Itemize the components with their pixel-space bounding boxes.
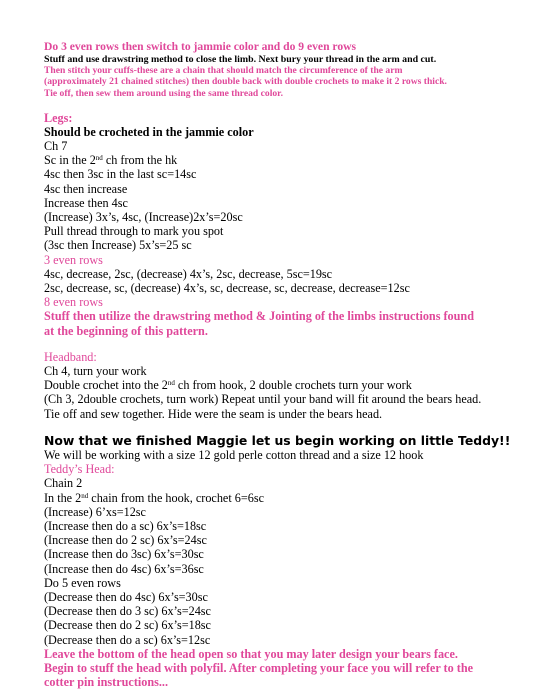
legs-decrease-row-2: 2sc, decrease, sc, (decrease) 4x’s, sc, decrease, sc, decrease, decrease=12sc (44, 281, 410, 296)
teddy-head-row-4: (Increase then do 3sc) 6x’s=30sc (44, 547, 204, 562)
headband-line-4: Tie off and sew together. Hide were the seam is under the bears head. (44, 406, 383, 421)
legs-row-3: Increase then 4sc (44, 195, 128, 210)
legs-heading: Legs: (44, 110, 73, 125)
teddy-intro: We will be working with a size 12 gold perle cotton thread and a size 12 hook (44, 447, 424, 462)
headband-heading: Headband: (44, 349, 97, 364)
legs-row-6: (3sc then Increase) 5x’s=25 sc (44, 238, 192, 253)
legs-row-5: Pull thread through to mark you spot (44, 224, 224, 239)
legs-row-4: (Increase) 3x’s, 4sc, (Increase)2x’s=20sc (44, 210, 243, 225)
teddy-head-first-row: In the 2nd chain from the hook, crochet 6=6sc (44, 490, 264, 505)
teddy-head-row-5: (Increase then do 4sc) 6x’s=36sc (44, 561, 204, 576)
teddy-closing-1: Leave the bottom of the head open so that you may later design your bears face. (44, 646, 458, 661)
teddy-head-heading: Teddy’s Head: (44, 462, 115, 477)
pattern-page (44, 40, 524, 689)
teddy-head-row-9: (Decrease then do 2 sc) 6x’s=18sc (44, 618, 211, 633)
cuffs-instruction-line-2: (approximately 21 chained stitches) then double back with double crochets to make it 2 rows thick. (44, 76, 447, 88)
legs-stuff-instruction-1: Stuff then utilize the drawstring method & Jointing of the limbs instructions found (44, 309, 474, 324)
teddy-head-row-10: (Decrease then do a sc) 6x’s=12sc (44, 632, 211, 647)
teddy-head-row-3: (Increase then do 2 sc) 6x’s=24sc (44, 533, 207, 548)
headband-line-1: Ch 4, turn your work (44, 364, 147, 379)
teddy-section-title: Now that we finished Maggie let us begin working on little Teddy!! (44, 432, 511, 448)
legs-chain: Ch 7 (44, 139, 68, 154)
legs-even-rows-8: 8 even rows (44, 295, 103, 310)
legs-subheading: Should be crocheted in the jammie color (44, 124, 254, 139)
legs-first-row: Sc in the 2nd ch from the hk (44, 153, 178, 168)
headband-line-3: (Ch 3, 2double crochets, turn work) Repeat until your band will fit around the bears head. (44, 392, 482, 407)
legs-stuff-instruction-2: at the beginning of this pattern. (44, 323, 208, 338)
teddy-head-row-2: (Increase then do a sc) 6x’s=18sc (44, 518, 207, 533)
teddy-closing-2: Begin to stuff the head with polyfil. After completing your face you will refer to the (44, 660, 474, 675)
legs-row-2: 4sc then increase (44, 181, 128, 196)
legs-even-rows-3: 3 even rows (44, 252, 103, 267)
cuffs-instruction-line-1: Then stitch your cuffs-these are a chain that should match the circumference of the arm (44, 65, 403, 77)
teddy-head-chain: Chain 2 (44, 476, 83, 491)
teddy-head-row-8: (Decrease then do 3 sc) 6x’s=24sc (44, 604, 211, 619)
arms-rows-instruction: Do 3 even rows then switch to jammie color and do 9 even rows (44, 40, 357, 53)
teddy-closing-3: cotter pin instructions... (44, 675, 169, 690)
legs-row-1: 4sc then 3sc in the last sc=14sc (44, 167, 197, 182)
legs-decrease-row-1: 4sc, decrease, 2sc, (decrease) 4x’s, 2sc, decrease, 5sc=19sc (44, 266, 333, 281)
cuffs-instruction-line-3: Tie off, then sew them around using the same thread color. (44, 87, 283, 99)
teddy-head-row-1: (Increase) 6’xs=12sc (44, 504, 146, 519)
teddy-head-row-6: Do 5 even rows (44, 575, 121, 590)
arms-stuff-instruction: Stuff and use drawstring method to close the limb. Next bury your thread in the arm and cut. (44, 53, 437, 65)
headband-line-2: Double crochet into the 2nd ch from hook, 2 double crochets turn your work (44, 378, 412, 393)
teddy-head-row-7: (Decrease then do 4sc) 6x’s=30sc (44, 589, 208, 604)
